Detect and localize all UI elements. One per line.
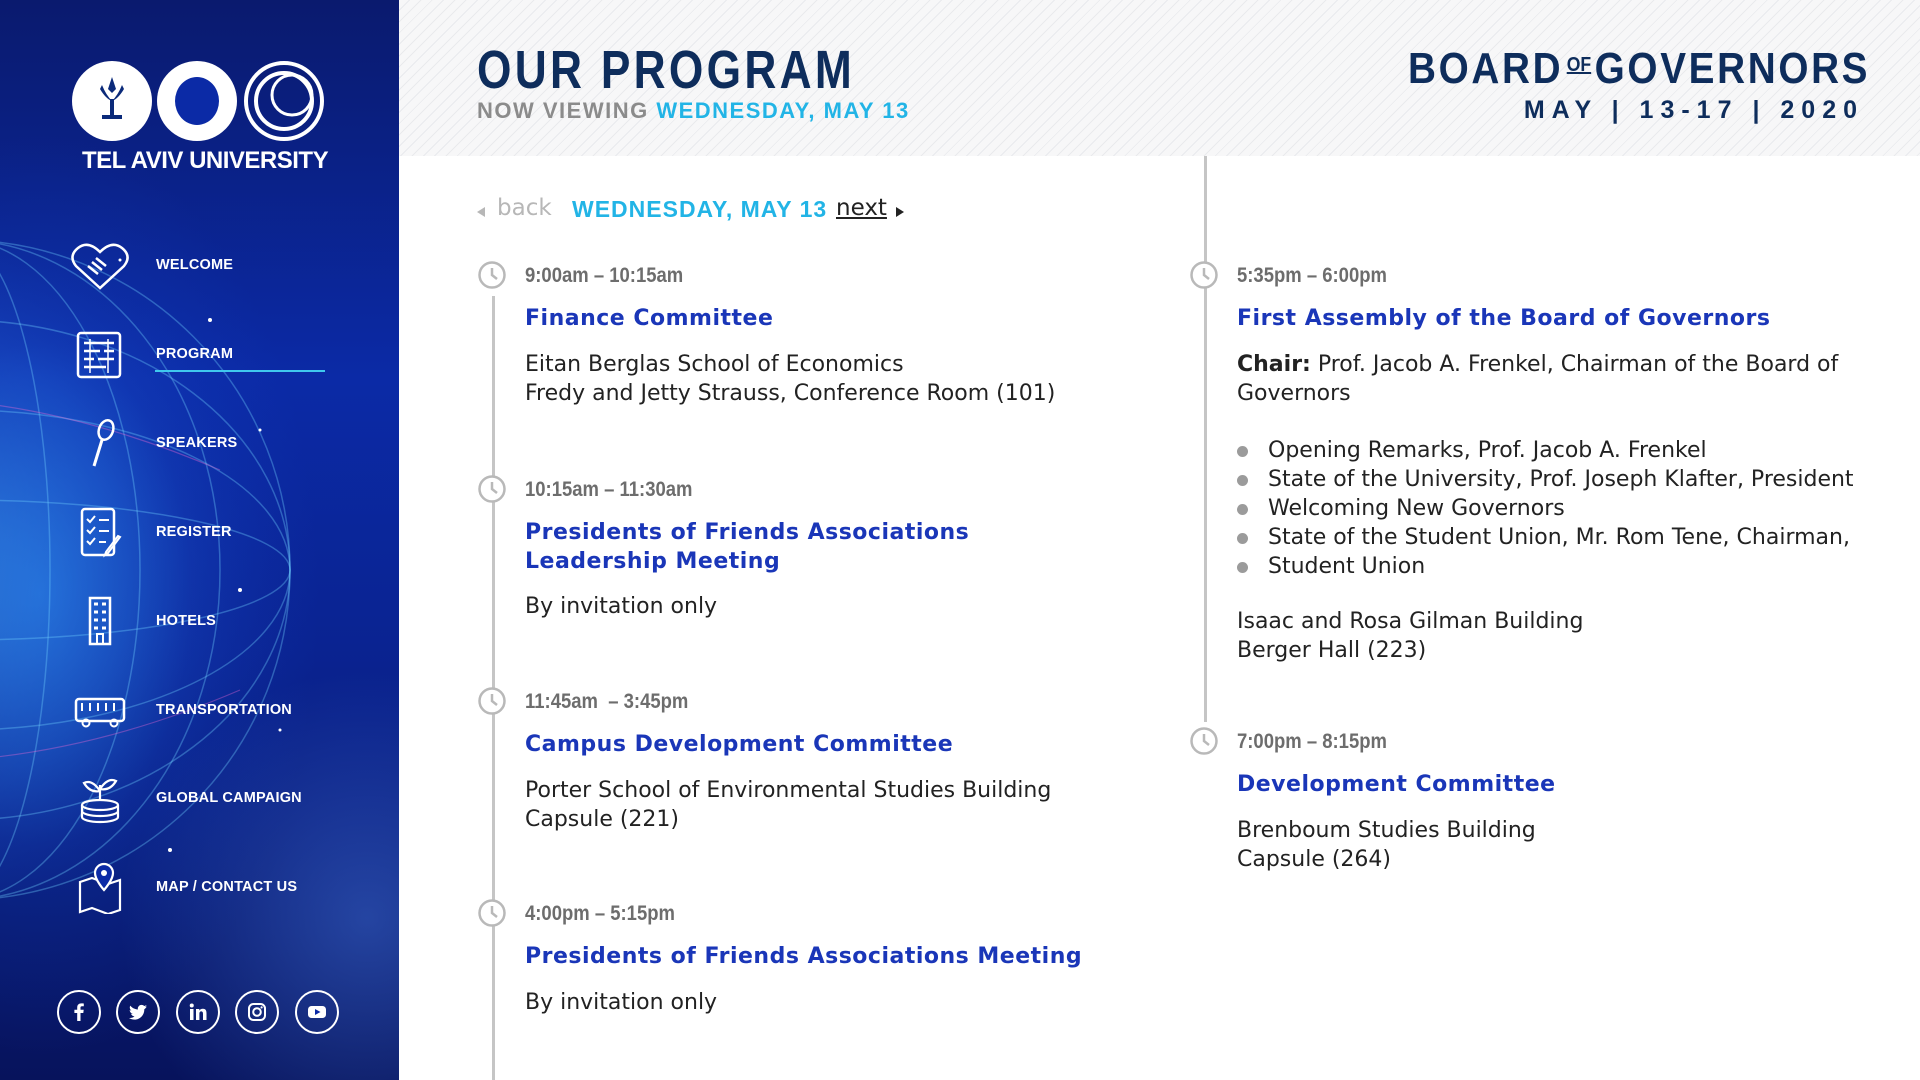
nav-label-hotels: HOTELS <box>156 613 217 629</box>
event-note: By invitation only <box>525 990 718 1015</box>
twitter-icon <box>127 1001 149 1023</box>
nav-item-speakers[interactable] <box>70 414 340 474</box>
board-dates: MAY | 13-17 | 2020 <box>1523 96 1864 124</box>
event-time: 5:35pm – 6:00pm <box>1237 264 1387 287</box>
board-word-1: BOARD <box>1407 44 1564 93</box>
event-location: Eitan Berglas School of Economics <box>525 352 904 377</box>
event-location: Isaac and Rosa Gilman Building <box>1237 609 1584 634</box>
linkedin-button[interactable] <box>176 990 220 1034</box>
next-arrow-icon <box>896 207 904 217</box>
timeline-line-right <box>1204 156 1207 722</box>
back-label: back <box>497 195 552 221</box>
microphone-icon <box>70 418 130 470</box>
event-title[interactable]: Development Committee <box>1237 772 1556 797</box>
now-viewing-date: WEDNESDAY, MAY 13 <box>656 98 910 123</box>
bus-icon <box>70 685 130 737</box>
event-location: Capsule (264) <box>1237 847 1392 872</box>
agenda-item-text: Opening Remarks, Prof. Jacob A. Frenkel <box>1268 438 1707 463</box>
event-location: Brenboum Studies Building <box>1237 818 1536 843</box>
current-day-label: WEDNESDAY, MAY 13 <box>572 196 828 222</box>
event-note: By invitation only <box>525 594 718 619</box>
nav-item-map-contact[interactable] <box>70 858 340 918</box>
nav-item-hotels[interactable] <box>70 592 340 652</box>
university-name: TEL AVIV UNIVERSITY <box>82 147 329 174</box>
nav-item-welcome[interactable] <box>70 236 340 296</box>
nav-label-speakers: SPEAKERS <box>156 435 238 451</box>
program-icon <box>70 329 130 381</box>
board-title <box>1408 44 1870 94</box>
event-time: 7:00pm – 8:15pm <box>1237 730 1387 753</box>
plant-coins-icon <box>70 773 130 825</box>
agenda-item-text: Welcoming New Governors <box>1268 496 1565 521</box>
now-viewing-text <box>477 98 910 124</box>
page-title: OUR PROGRAM <box>477 40 856 100</box>
board-of: OF <box>1566 54 1591 76</box>
nav-label-transportation: TRANSPORTATION <box>156 702 292 718</box>
clock-icon <box>477 686 507 716</box>
nav-item-program[interactable] <box>70 325 340 385</box>
nav-item-register[interactable] <box>70 503 340 563</box>
event-title[interactable]: Presidents of Friends Associations Leadership Meeting <box>525 520 970 574</box>
event-time: 9:00am – 10:15am <box>525 264 684 287</box>
sidebar <box>0 0 399 1080</box>
event-chair <box>1237 350 1838 379</box>
back-arrow-icon <box>477 207 485 217</box>
clock-icon <box>1189 726 1219 756</box>
checklist-icon <box>70 507 130 559</box>
board-word-2: GOVERNORS <box>1594 44 1870 93</box>
event-time: 11:45am – 3:45pm <box>525 690 689 713</box>
chair-label: Chair: <box>1237 352 1311 377</box>
clock-icon <box>477 260 507 290</box>
instagram-icon <box>246 1001 268 1023</box>
event-time: 10:15am – 11:30am <box>525 478 693 501</box>
agenda-item-text: State of the University, Prof. Joseph Klafter, President <box>1268 467 1854 492</box>
tau-logo[interactable] <box>70 55 330 185</box>
active-nav-indicator <box>155 370 325 372</box>
next-label: next <box>836 195 887 221</box>
event-title[interactable]: Presidents of Friends Associations Meeting <box>525 944 1083 969</box>
hotel-icon <box>70 596 130 648</box>
nav-item-transportation[interactable] <box>70 681 340 741</box>
clock-icon <box>477 474 507 504</box>
chair-text: Prof. Jacob A. Frenkel, Chairman of the Board of <box>1317 352 1839 377</box>
page-header <box>399 0 1920 156</box>
agenda-item-text: State of the Student Union, Mr. Rom Tene, Chairman, <box>1268 525 1850 550</box>
event-title[interactable]: First Assembly of the Board of Governors <box>1237 306 1771 331</box>
youtube-icon <box>306 1001 328 1023</box>
event-location: Berger Hall (223) <box>1237 638 1427 663</box>
event-location: Fredy and Jetty Strauss, Conference Room (101) <box>525 381 1056 406</box>
agenda-item-text: Student Union <box>1268 554 1426 579</box>
map-pin-icon <box>70 862 130 914</box>
now-viewing-label: NOW VIEWING <box>477 98 649 123</box>
event-title[interactable]: Campus Development Committee <box>525 732 954 757</box>
youtube-button[interactable] <box>295 990 339 1034</box>
event-location: Porter School of Environmental Studies Building <box>525 778 1052 803</box>
nav-label-welcome: WELCOME <box>156 257 234 273</box>
event-title[interactable]: Finance Committee <box>525 306 774 331</box>
linkedin-icon <box>187 1001 209 1023</box>
tau-logo-mark <box>70 55 330 145</box>
nav-label-register: REGISTER <box>156 524 232 540</box>
event-location: Capsule (221) <box>525 807 680 832</box>
twitter-button[interactable] <box>116 990 160 1034</box>
clock-icon <box>477 898 507 928</box>
instagram-button[interactable] <box>235 990 279 1034</box>
facebook-button[interactable] <box>57 990 101 1034</box>
nav-item-global-campaign[interactable] <box>70 769 340 829</box>
facebook-icon <box>68 1001 90 1023</box>
next-link[interactable] <box>836 195 887 221</box>
event-time: 4:00pm – 5:15pm <box>525 902 675 925</box>
nav-label-global-campaign: GLOBAL CAMPAIGN <box>156 790 302 806</box>
nav-label-program: PROGRAM <box>156 346 234 362</box>
handshake-icon <box>70 240 130 292</box>
clock-icon <box>1189 260 1219 290</box>
nav-label-map-contact: MAP / CONTACT US <box>156 879 298 895</box>
event-chair-continued: Governors <box>1237 381 1351 406</box>
